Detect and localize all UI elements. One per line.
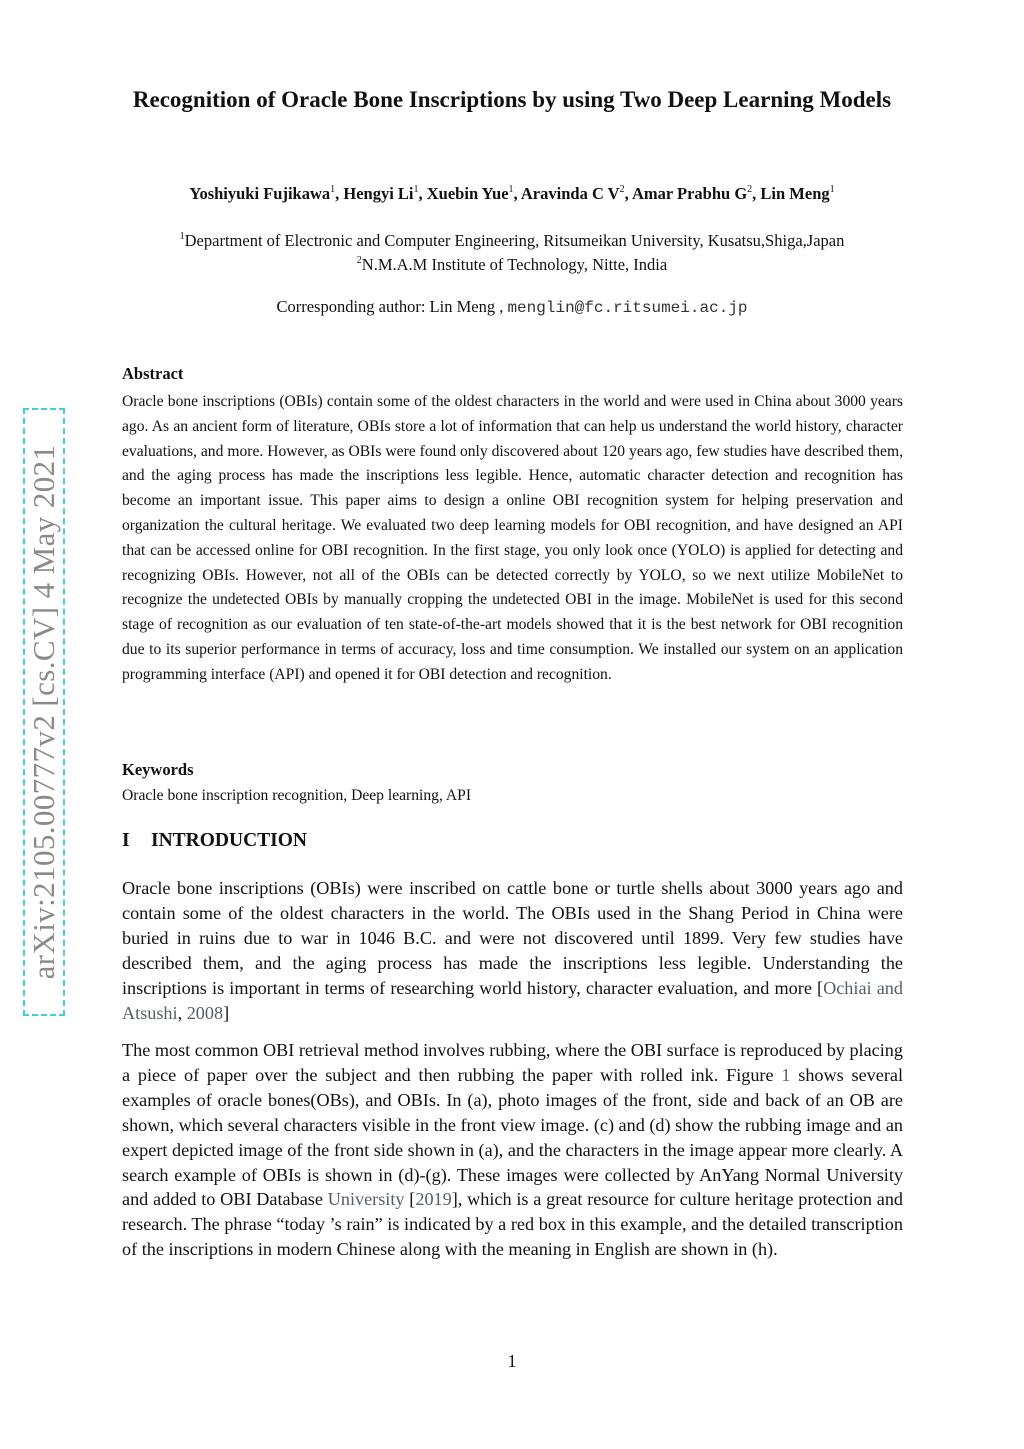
affiliation-text: N.M.A.M Institute of Technology, Nitte, India [361, 255, 668, 274]
author-affiliation-mark: 1 [413, 184, 419, 195]
section-number: I [122, 830, 130, 851]
citation-year-link[interactable]: 2019 [415, 1189, 452, 1210]
author-affiliation-mark: 1 [508, 184, 514, 195]
citation-link[interactable]: Ochiai and Atsushi [122, 977, 903, 1023]
abstract-text: Oracle bone inscriptions (OBIs) contain some of the oldest characters in the world and were used in China about 3000 years ago. As an ancient form of literature, OBIs store a lot of information that can help us understand the world history, character evaluations, and more. However, as OBIs were found only discovered about 120 years ago, few studies have described them, and the aging process has made the inscriptions less legible. Hence, automatic character detection and recognition has become an important issue. This paper aims to design a online OBI recognition system for helping preservation and organization the cultural heritage. We evaluated two deep learning models for OBI recognition, and have designed an API that can be accessed online for OBI recognition. In the first stage, you only look once (YOLO) is applied for detecting and recognizing OBIs. However, not all of the OBIs can be detected correctly by YOLO, so we next utilize MobileNet to recognize the undetected OBIs by manually cropping the undetected OBI in the image. MobileNet is used for this second stage of recognition as our evaluation of ten state-of-the-art models showed that it is the best network for OBI recognition due to its superior performance in terms of accuracy, loss and time consumption. We installed our system on an application programming interface (API) and opened it for OBI detection and recognition. [122, 393, 903, 683]
affiliation-number: 1 [179, 231, 185, 242]
paragraph-text: shows several examples of oracle bones(OBs), and OBIs. In (a), photo images of the front, side and back of an OB are shown, which several characters visible in the front view image. (c) and (d) show the rubbing image and an expert depicted image of the front side shown in (a), and the characters in the image appear more clearly. A search example of OBIs is shown in (d)-(g). These images were collected by AnYang Normal University and added to OBI Database [122, 1064, 903, 1210]
author-name: Xuebin Yue [426, 184, 509, 203]
citation-close: ] [223, 1002, 230, 1023]
affiliation-text: Department of Electronic and Computer Engineering, Ritsumeikan University, Kusatsu,Shiga,Japan [184, 231, 845, 250]
paragraph-text: The most common OBI retrieval method involves rubbing, where the OBI surface is reproduced by placing a piece of paper over the subject and then rubbing the paper with rolled ink. Figure [122, 1040, 903, 1085]
author-separator: , [624, 184, 632, 203]
affiliation-2 [100, 255, 924, 275]
author-name: Amar Prabhu G [631, 184, 748, 203]
keywords-text: Oracle bone inscription recognition, Deep learning, API [122, 787, 472, 804]
affiliation-1 [100, 231, 924, 251]
citation-separator: , [177, 1002, 187, 1023]
citation-year-link[interactable]: 2008 [186, 1002, 224, 1023]
intro-paragraph-2 [122, 1038, 903, 1262]
intro-paragraph-1 [122, 876, 903, 1025]
citation-open: [ [404, 1189, 416, 1210]
figure-reference-link[interactable]: 1 [781, 1064, 791, 1085]
section-title: INTRODUCTION [151, 830, 308, 851]
author-separator: , [752, 184, 761, 203]
author-name: Lin Meng [760, 184, 830, 203]
author-list [100, 184, 924, 204]
author-affiliation-mark: 1 [330, 184, 336, 195]
keywords-heading: Keywords [122, 760, 194, 779]
author-affiliation-mark: 2 [619, 184, 625, 195]
page-number: 1 [507, 1351, 517, 1371]
author-name: Yoshiyuki Fujikawa [189, 184, 331, 203]
citation-link[interactable]: University [327, 1189, 405, 1210]
arxiv-identifier[interactable]: arXiv:2105.00777v2 [cs.CV] 4 May 2021 [26, 444, 61, 980]
author-name: Aravinda C V [520, 184, 620, 203]
affiliation-number: 2 [356, 255, 362, 266]
abstract-heading: Abstract [122, 364, 184, 383]
author-separator: , [418, 184, 427, 203]
corresponding-label: Corresponding author: Lin Meng , [276, 297, 504, 316]
corresponding-email-link[interactable]: menglin@fc.ritsumei.ac.jp [507, 299, 748, 317]
section-heading [122, 830, 307, 852]
author-name: Hengyi Li [343, 184, 414, 203]
author-separator: , [335, 184, 344, 203]
author-affiliation-mark: 1 [829, 184, 835, 195]
paper-title: Recognition of Oracle Bone Inscriptions by using Two Deep Learning Models [132, 87, 892, 112]
author-separator: , [513, 184, 521, 203]
author-affiliation-mark: 2 [747, 184, 753, 195]
paragraph-text: Oracle bone inscriptions (OBIs) were inscribed on cattle bone or turtle shells about 3000 years ago and contain some of the oldest characters in the world. The OBIs used in the Shang Period in China were buried in ruins due to war in 1046 B.C. and were not discovered until 1899. Very few studies have described them, and the aging process has made the inscriptions less legible. Understanding the inscriptions is important in terms of researching world history, character evaluation, and more [ [122, 878, 903, 998]
corresponding-author [100, 297, 924, 317]
paragraph-text: ], which is a great resource for culture heritage protection and research. The phrase “today ’s rain” is indicated by a red box in this example, and the detailed transcription of the inscriptions in modern Chinese along with the meaning in English are shown in (h). [122, 1189, 904, 1260]
